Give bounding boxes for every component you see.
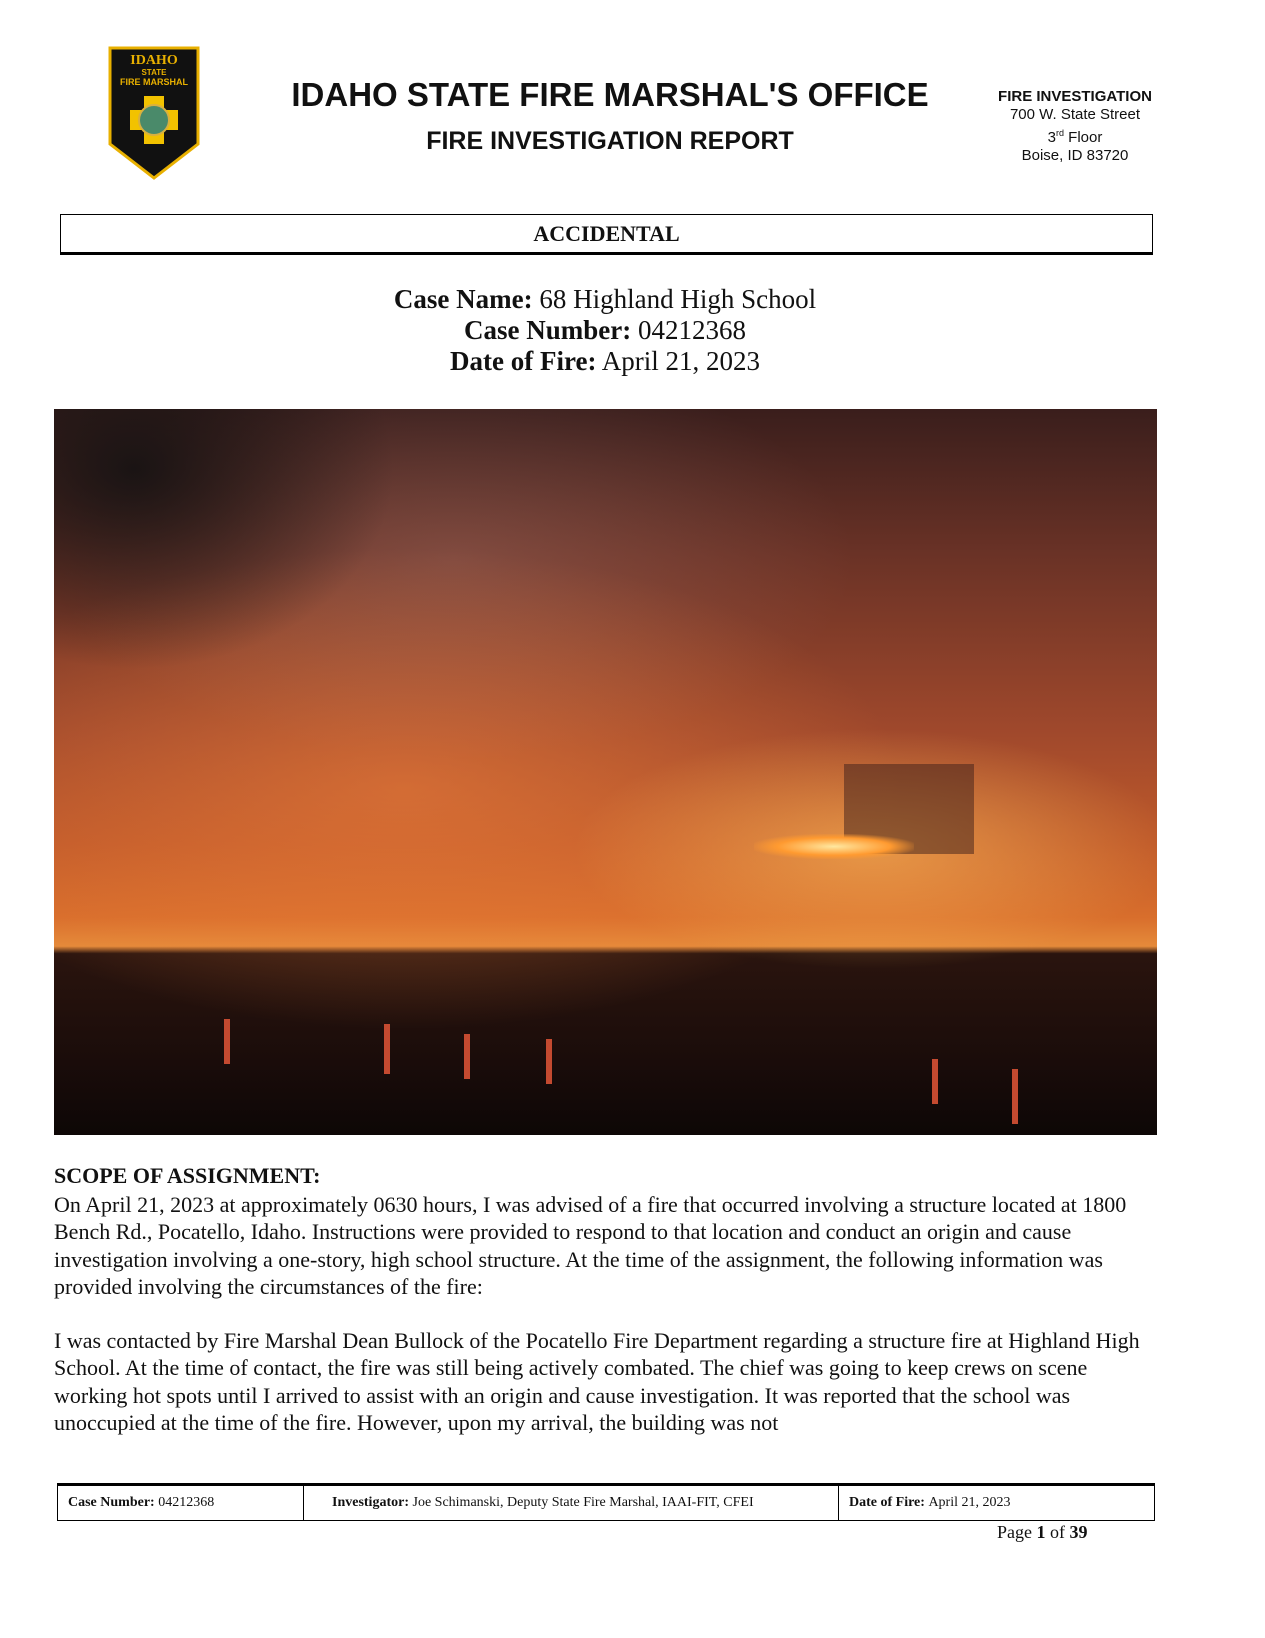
- address-city: Boise, ID 83720: [1021, 147, 1129, 164]
- scope-heading: SCOPE OF ASSIGNMENT:: [54, 1163, 321, 1188]
- page-number: Page 1 of 39: [997, 1522, 1088, 1542]
- office-address: [960, 88, 1190, 165]
- classification-box: ACCIDENTAL: [60, 214, 1153, 255]
- address-floor: 3rd Floor: [1047, 128, 1103, 146]
- fire-marshal-badge-logo: [106, 44, 202, 180]
- svg-text:STATE: STATE: [141, 68, 167, 77]
- svg-text:IDAHO: IDAHO: [130, 53, 178, 68]
- date-of-fire: Date of Fire: April 21, 2023: [450, 346, 760, 376]
- address-heading: FIRE INVESTIGATION: [998, 88, 1152, 105]
- fire-scene-photo: [54, 409, 1157, 1135]
- case-number: Case Number: 04212368: [464, 315, 746, 345]
- footer-table: [57, 1483, 1155, 1521]
- footer-investigator: Investigator: Joe Schimanski, Deputy State Fire Marshal, IAAI-FIT, CFEI: [304, 1486, 839, 1520]
- case-info: [0, 284, 1210, 377]
- scope-paragraph-2: I was contacted by Fire Marshal Dean Bullock of the Pocatello Fire Department regarding a structure fire at Highland High School. At the time of contact, the fire was still being actively combated. The chief was going to keep crews on scene working hot spots until I arrived to assist with an origin and cause investigation. It was reported that the school was unoccupied at the time of the fire. However, upon my arrival, the building was not: [54, 1328, 1140, 1435]
- svg-text:FIRE MARSHAL: FIRE MARSHAL: [120, 77, 188, 87]
- report-subtitle: FIRE INVESTIGATION REPORT: [426, 127, 794, 155]
- case-name: Case Name: 68 Highland High School: [393, 284, 817, 314]
- office-title: IDAHO STATE FIRE MARSHAL'S OFFICE: [291, 76, 929, 113]
- address-street: 700 W. State Street: [1009, 106, 1141, 123]
- footer-case-number: Case Number: 04212368: [58, 1486, 304, 1520]
- footer-date-of-fire: Date of Fire: April 21, 2023: [849, 1495, 1011, 1510]
- scope-paragraph-1: On April 21, 2023 at approximately 0630 hours, I was advised of a fire that occurred involving a structure located at 1800 Bench Rd., Pocatello, Idaho. Instructions were provided to respond to that location and conduct an origin and cause investigation involving a one-story, high school structure. At the time of the assignment, the following information was provided involving the circumstances of the fire:: [54, 1192, 1127, 1299]
